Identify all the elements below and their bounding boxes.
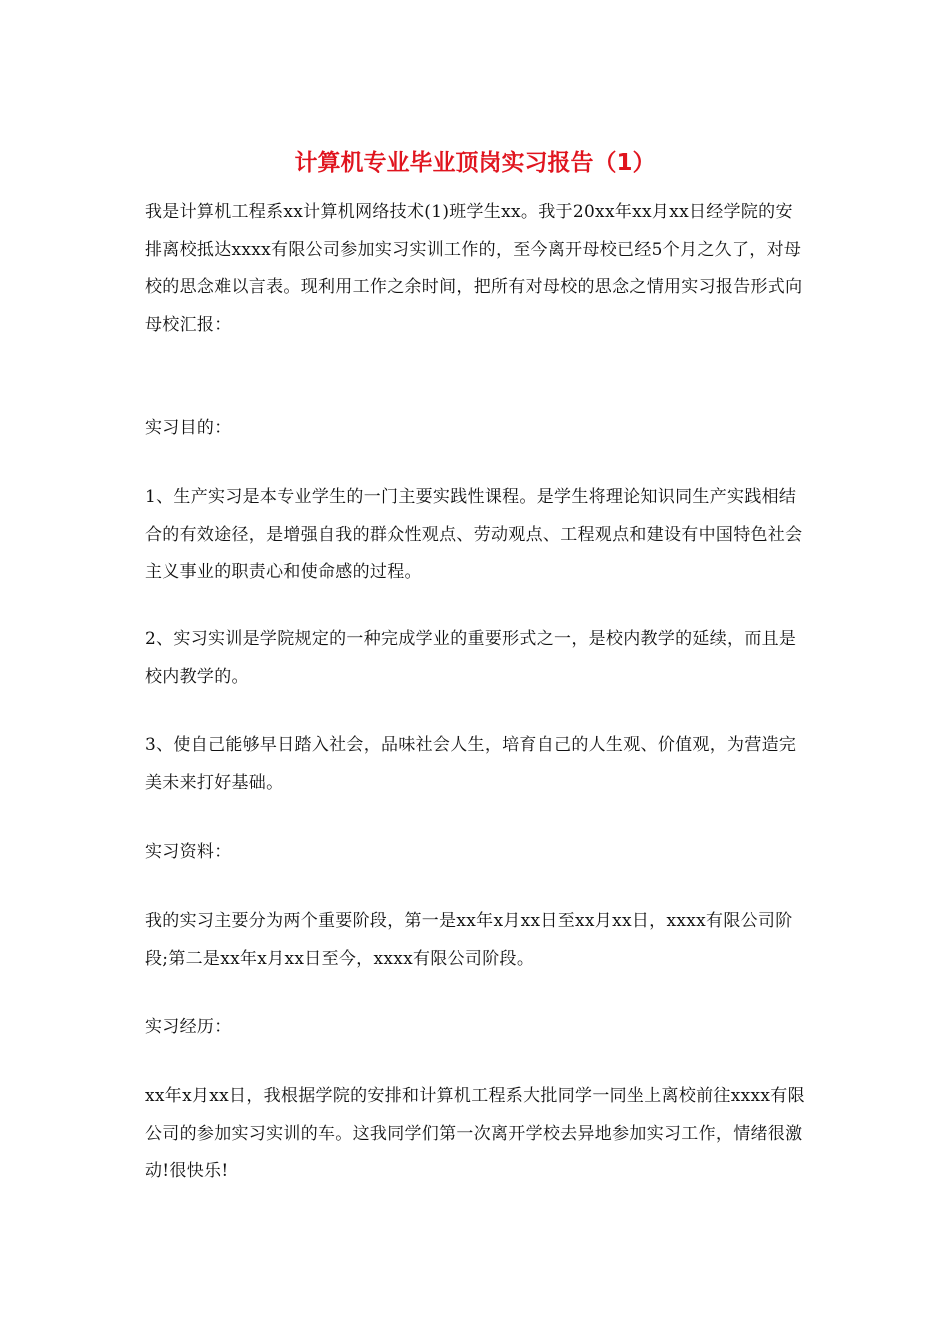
section-heading-experience: 实习经历： xyxy=(145,1017,232,1037)
materials-paragraph: 我的实习主要分为两个重要阶段，第一是xx年x月xx日至xx月xx日，xxxx有限公司阶段;第二是xx年x月xx日至今，xxxx有限公司阶段。 xyxy=(145,911,793,969)
section-heading-materials: 实习资料： xyxy=(145,842,232,862)
intro-paragraph: 我是计算机工程系xx计算机网络技术(1)班学生xx。我于20xx年xx月xx日经学院的安排离校抵达xxxx有限公司参加实习实训工作的，至今离开母校已经5个月之久了，对母校的思念难以言表。现利用工作之余时间，把所有对母校的思念之情用实习报告形式向母校汇报： xyxy=(145,202,803,335)
section-heading-purpose: 实习目的： xyxy=(145,418,232,438)
experience-paragraph: xx年x月xx日，我根据学院的安排和计算机工程系大批同学一同坐上离校前往xxxx有限公司的参加实习实训的车。这我同学们第一次离开学校去异地参加实习工作，情绪很激动!很快乐! xyxy=(145,1086,805,1181)
purpose-item-2: 2、实习实训是学院规定的一种完成学业的重要形式之一，是校内教学的延续，而且是校内教学的。 xyxy=(145,629,797,687)
purpose-item-1: 1、生产实习是本专业学生的一门主要实践性课程。是学生将理论知识同生产实践相结合的有效途径，是增强自我的群众性观点、劳动观点、工程观点和建设有中国特色社会主义事业的职责心和使命感的过程。 xyxy=(145,487,803,582)
document-title: 计算机专业毕业顶岗实习报告（1） xyxy=(294,150,656,176)
purpose-item-3: 3、使自己能够早日踏入社会，品味社会人生，培育自己的人生观、价值观，为营造完美未来打好基础。 xyxy=(145,735,797,793)
